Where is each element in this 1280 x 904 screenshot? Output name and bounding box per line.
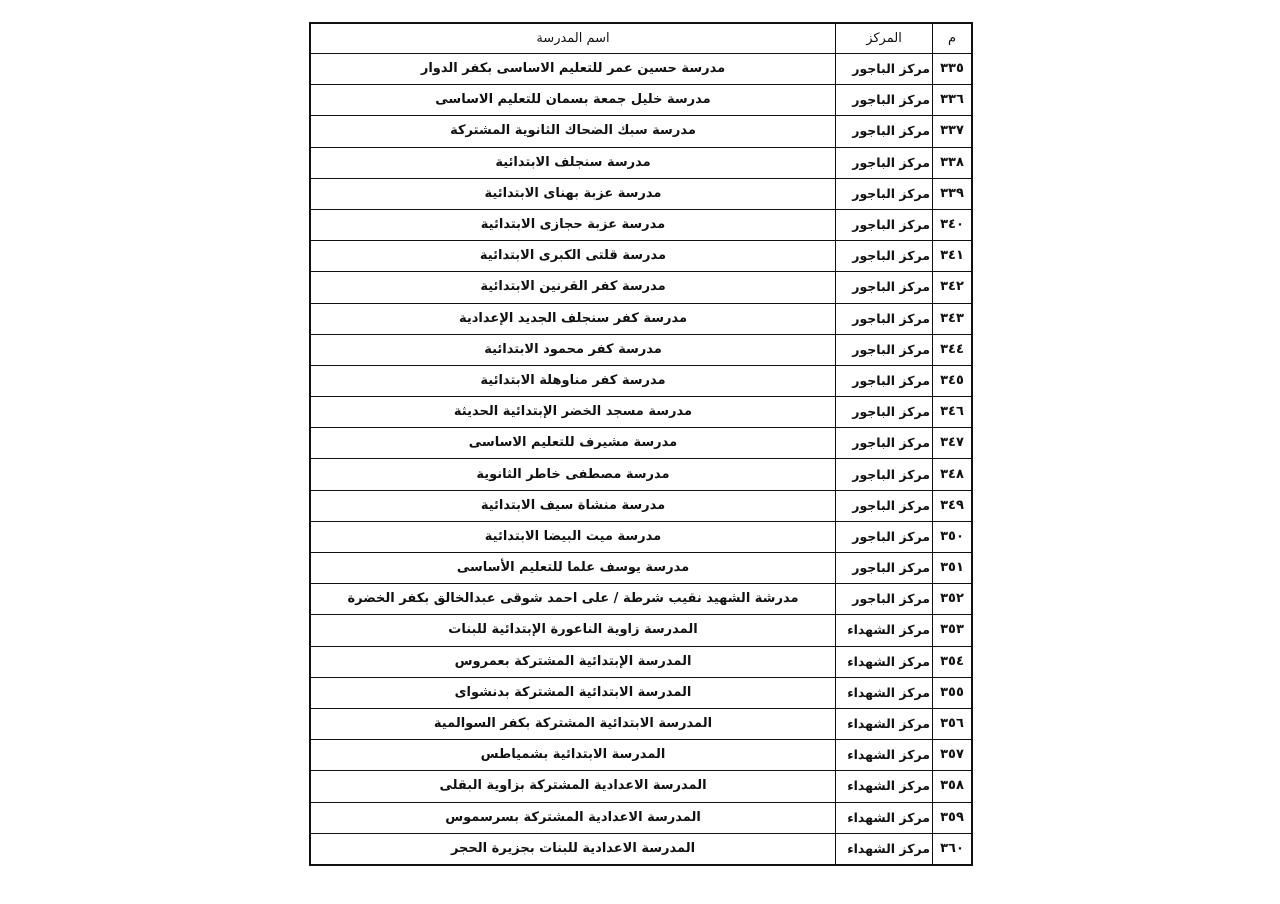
- row-school-name: مدرسة مسجد الخضر الإبتدائية الحديثة: [310, 397, 836, 428]
- row-number: ٣٤١: [933, 241, 973, 272]
- row-school-name: مدرسة كفر سنجلف الجديد الإعدادية: [310, 303, 836, 334]
- table-row: [310, 615, 972, 646]
- row-school-name: المدرسة الابتدائية المشتركة بكفر السوالمية: [310, 708, 836, 739]
- row-center: مركز الباجور: [836, 365, 933, 396]
- table-row: [310, 85, 972, 116]
- row-number: ٣٤٥: [933, 365, 973, 396]
- row-school-name: المدرسة الاعدادية المشتركة بزاوية البقلى: [310, 771, 836, 802]
- schools-table: [309, 22, 973, 866]
- row-school-name: مدرشة الشهيد نقيب شرطة / على احمد شوقى عبدالخالق بكفر الخضرة: [310, 584, 836, 615]
- table-row: [310, 833, 972, 865]
- row-school-name: المدرسة الابتدائية المشتركة بدنشواى: [310, 677, 836, 708]
- table-row: [310, 802, 972, 833]
- row-number: ٣٥٧: [933, 740, 973, 771]
- row-school-name: مدرسة خليل جمعة بسمان للتعليم الاساسى: [310, 85, 836, 116]
- row-school-name: مدرسة سنجلف الابتدائية: [310, 147, 836, 178]
- row-school-name: المدرسة الاعدادية للبنات بجزيرة الحجر: [310, 833, 836, 865]
- row-number: ٣٣٩: [933, 178, 973, 209]
- row-school-name: مدرسة حسين عمر للتعليم الاساسى بكفر الدوار: [310, 54, 836, 85]
- row-number: ٣٥٢: [933, 584, 973, 615]
- row-number: ٣٥٣: [933, 615, 973, 646]
- row-school-name: مدرسة كفر محمود الابتدائية: [310, 334, 836, 365]
- table-row: [310, 490, 972, 521]
- table-row: [310, 303, 972, 334]
- row-center: مركز الشهداء: [836, 615, 933, 646]
- table-row: [310, 272, 972, 303]
- table-row: [310, 428, 972, 459]
- row-center: مركز الباجور: [836, 428, 933, 459]
- row-center: مركز الشهداء: [836, 677, 933, 708]
- table-row: [310, 209, 972, 240]
- row-school-name: مدرسة سبك الضحاك الثانوية المشتركة: [310, 116, 836, 147]
- row-school-name: المدرسة زاوية الناعورة الإبتدائية للبنات: [310, 615, 836, 646]
- table-header: [310, 23, 972, 54]
- row-number: ٣٤٢: [933, 272, 973, 303]
- table-body: [310, 54, 972, 865]
- row-center: مركز الباجور: [836, 241, 933, 272]
- table-row: [310, 521, 972, 552]
- table-row: [310, 178, 972, 209]
- row-center: مركز الباجور: [836, 490, 933, 521]
- row-number: ٣٦٠: [933, 833, 973, 865]
- row-number: ٣٥٥: [933, 677, 973, 708]
- row-center: مركز الشهداء: [836, 708, 933, 739]
- row-number: ٣٣٨: [933, 147, 973, 178]
- row-school-name: مدرسة منشاة سيف الابتدائية: [310, 490, 836, 521]
- row-center: مركز الشهداء: [836, 771, 933, 802]
- row-school-name: مدرسة قلتى الكبرى الابتدائية: [310, 241, 836, 272]
- table-row: [310, 553, 972, 584]
- row-school-name: مدرسة كفر مناوهلة الابتدائية: [310, 365, 836, 396]
- row-school-name: المدرسة الاعدادية المشتركة بسرسموس: [310, 802, 836, 833]
- row-number: ٣٥٨: [933, 771, 973, 802]
- row-number: ٣٤٩: [933, 490, 973, 521]
- row-center: مركز الباجور: [836, 178, 933, 209]
- row-school-name: مدرسة مصطفى خاطر الثانوية: [310, 459, 836, 490]
- table-row: [310, 646, 972, 677]
- row-center: مركز الباجور: [836, 553, 933, 584]
- row-center: مركز الباجور: [836, 147, 933, 178]
- row-number: ٣٥٩: [933, 802, 973, 833]
- row-school-name: مدرسة ميت البيضا الابتدائية: [310, 521, 836, 552]
- row-center: مركز الشهداء: [836, 833, 933, 865]
- header-center: المركز: [836, 23, 933, 54]
- row-number: ٣٤٣: [933, 303, 973, 334]
- row-center: مركز الباجور: [836, 584, 933, 615]
- table-row: [310, 459, 972, 490]
- table-row: [310, 708, 972, 739]
- row-number: ٣٤٧: [933, 428, 973, 459]
- row-center: مركز الباجور: [836, 116, 933, 147]
- table-row: [310, 365, 972, 396]
- table-row: [310, 740, 972, 771]
- row-center: مركز الباجور: [836, 209, 933, 240]
- table-row: [310, 771, 972, 802]
- row-school-name: المدرسة الإبتدائية المشتركة بعمروس: [310, 646, 836, 677]
- row-number: ٣٣٥: [933, 54, 973, 85]
- table-row: [310, 241, 972, 272]
- table-row: [310, 584, 972, 615]
- row-number: ٣٤٦: [933, 397, 973, 428]
- table-row: [310, 397, 972, 428]
- row-school-name: مدرسة كفر القرنين الابتدائية: [310, 272, 836, 303]
- table-row: [310, 677, 972, 708]
- row-school-name: المدرسة الابتدائية بشمياطس: [310, 740, 836, 771]
- row-center: مركز الشهداء: [836, 646, 933, 677]
- row-number: ٣٥٠: [933, 521, 973, 552]
- header-school: اسم المدرسة: [310, 23, 836, 54]
- row-number: ٣٥٤: [933, 646, 973, 677]
- row-number: ٣٤٤: [933, 334, 973, 365]
- header-row: [310, 23, 972, 54]
- table-row: [310, 147, 972, 178]
- row-number: ٣٥٦: [933, 708, 973, 739]
- row-center: مركز الباجور: [836, 272, 933, 303]
- row-center: مركز الباجور: [836, 54, 933, 85]
- row-center: مركز الباجور: [836, 459, 933, 490]
- row-center: مركز الباجور: [836, 521, 933, 552]
- row-number: ٣٥١: [933, 553, 973, 584]
- table-row: [310, 334, 972, 365]
- row-center: مركز الباجور: [836, 85, 933, 116]
- row-number: ٣٣٦: [933, 85, 973, 116]
- row-center: مركز الباجور: [836, 303, 933, 334]
- row-number: ٣٤٨: [933, 459, 973, 490]
- table-row: [310, 116, 972, 147]
- row-center: مركز الشهداء: [836, 740, 933, 771]
- row-school-name: مدرسة عزبة بهناى الابتدائية: [310, 178, 836, 209]
- row-center: مركز الشهداء: [836, 802, 933, 833]
- header-num: م: [933, 23, 973, 54]
- row-center: مركز الباجور: [836, 334, 933, 365]
- row-school-name: مدرسة يوسف علما للتعليم الأساسى: [310, 553, 836, 584]
- table-row: [310, 54, 972, 85]
- row-school-name: مدرسة عزبة حجازى الابتدائية: [310, 209, 836, 240]
- row-center: مركز الباجور: [836, 397, 933, 428]
- row-school-name: مدرسة مشيرف للتعليم الاساسى: [310, 428, 836, 459]
- row-number: ٣٤٠: [933, 209, 973, 240]
- row-number: ٣٣٧: [933, 116, 973, 147]
